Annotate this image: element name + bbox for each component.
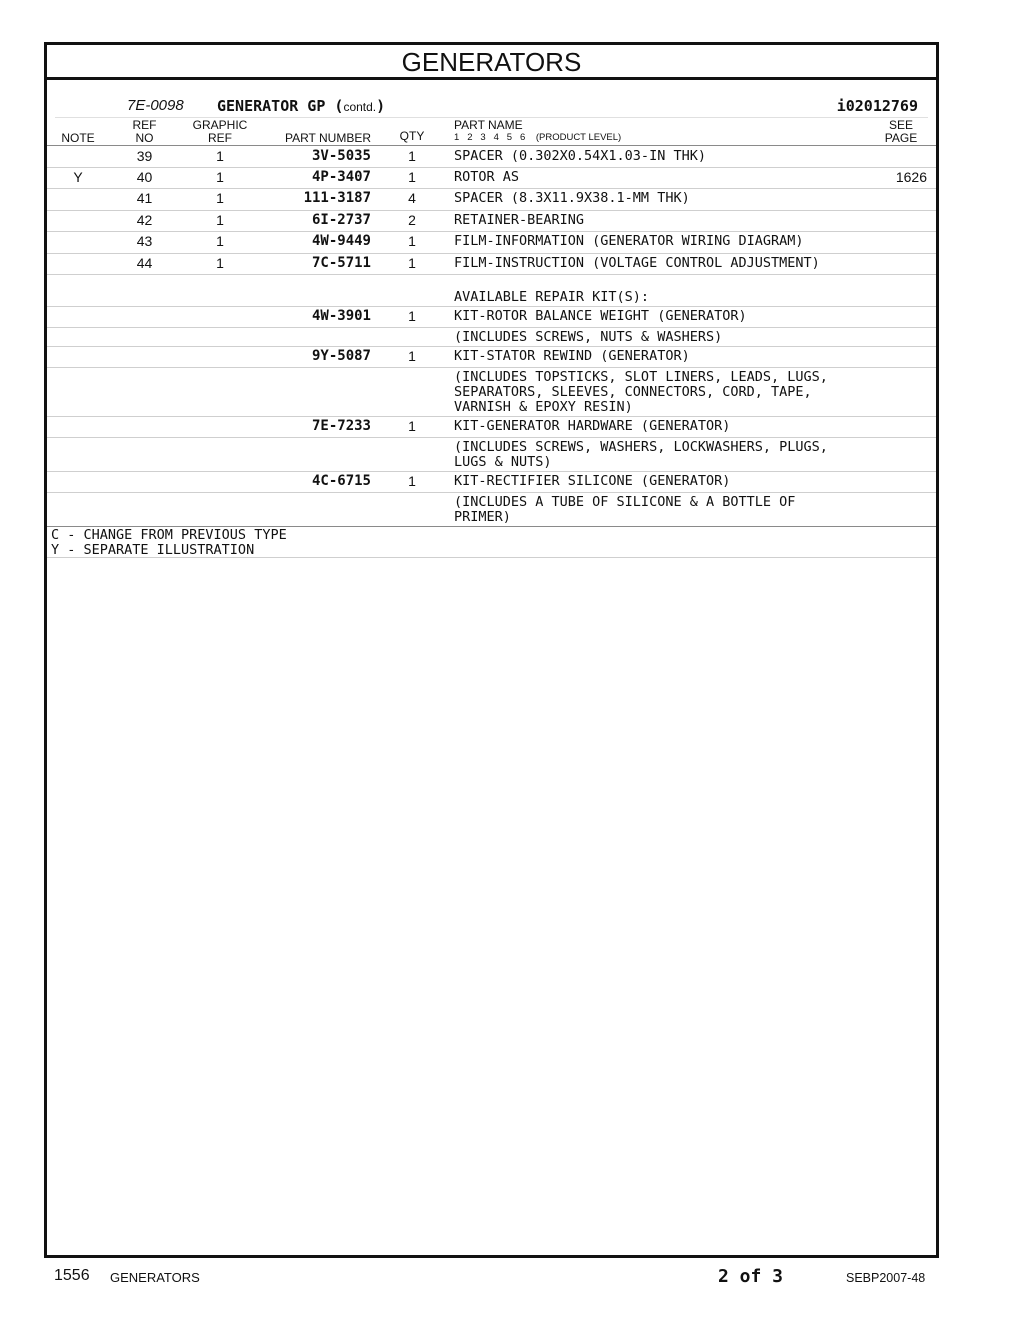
row-graphic-ref: 1	[216, 148, 224, 164]
row-graphic-ref: 1	[216, 255, 224, 271]
kit-includes: (INCLUDES TOPSTICKS, SLOT LINERS, LEADS, LUGS, SEPARATORS, SLEEVES, CONNECTORS, CORD, TAPE, VARNISH & EPOXY RESIN)	[454, 369, 828, 415]
row-part-name: SPACER (0.302X0.54X1.03-IN THK)	[454, 148, 706, 164]
footer-document-id: SEBP2007-48	[846, 1271, 926, 1285]
group-name-line	[217, 97, 385, 116]
col-header-part-name: PART NAME	[454, 118, 523, 132]
row-ref-no: 42	[136, 212, 153, 228]
row-part-name: FILM-INFORMATION (GENERATOR WIRING DIAGRAM)	[454, 233, 804, 249]
row-divider	[47, 416, 936, 417]
row-part-name: SPACER (8.3X11.9X38.1-MM THK)	[454, 190, 690, 206]
col-header-note: NOTE	[61, 131, 95, 145]
row-part-number: 111-3187	[303, 190, 371, 206]
row-divider	[47, 437, 936, 438]
row-part-number: 4P-3407	[311, 169, 371, 185]
col-header-ref-bottom: NO	[135, 131, 154, 145]
kit-part-number: 4C-6715	[311, 473, 371, 489]
row-ref-no: 40	[136, 169, 153, 185]
row-divider	[47, 367, 936, 368]
row-graphic-ref: 1	[216, 212, 224, 228]
repair-kits-heading: AVAILABLE REPAIR KIT(S):	[454, 289, 650, 305]
kit-part-number: 7E-7233	[311, 418, 371, 434]
footnote-illustration: Y - SEPARATE ILLUSTRATION	[51, 542, 255, 558]
row-part-number: 7C-5711	[311, 255, 371, 271]
kit-includes: (INCLUDES SCREWS, WASHERS, LOCKWASHERS, PLUGS, LUGS & NUTS)	[454, 439, 828, 470]
col-header-see-top: SEE	[888, 118, 913, 132]
kit-qty: 1	[408, 473, 416, 489]
kit-qty: 1	[408, 308, 416, 324]
row-qty: 2	[408, 212, 416, 228]
col-header-graphic-bottom: REF	[208, 131, 232, 145]
col-header-qty: QTY	[399, 129, 425, 143]
group-number: 7E-0098	[127, 97, 184, 114]
page-title: GENERATORS	[47, 45, 936, 80]
kit-name: KIT-STATOR REWIND (GENERATOR)	[454, 348, 690, 364]
row-divider	[47, 471, 936, 472]
row-see-page: 1626	[895, 169, 927, 185]
row-divider	[47, 492, 936, 493]
row-divider	[47, 306, 936, 307]
row-part-number: 3V-5035	[311, 148, 371, 164]
kit-qty: 1	[408, 348, 416, 364]
col-header-ref-top: REF	[132, 118, 157, 132]
row-divider	[47, 327, 936, 328]
row-divider	[47, 167, 936, 168]
kit-name: KIT-ROTOR BALANCE WEIGHT (GENERATOR)	[454, 308, 747, 324]
row-divider	[47, 253, 936, 254]
row-ref-no: 44	[136, 255, 153, 271]
row-graphic-ref: 1	[216, 190, 224, 206]
kit-includes: (INCLUDES SCREWS, NUTS & WASHERS)	[454, 329, 723, 345]
row-divider	[47, 210, 936, 211]
row-ref-no: 39	[136, 148, 153, 164]
row-part-name: FILM-INSTRUCTION (VOLTAGE CONTROL ADJUSTMENT)	[454, 255, 820, 271]
row-divider	[47, 274, 936, 275]
row-ref-no: 41	[136, 190, 153, 206]
row-note: Y	[73, 169, 83, 185]
row-part-name: RETAINER-BEARING	[454, 212, 585, 228]
header-bottom-rule	[47, 145, 936, 146]
group-name-close: )	[376, 97, 386, 115]
group-name: GENERATOR GP (	[217, 97, 344, 115]
kit-qty: 1	[408, 418, 416, 434]
row-part-number: 4W-9449	[311, 233, 371, 249]
row-qty: 1	[408, 255, 416, 271]
row-graphic-ref: 1	[216, 169, 224, 185]
footnote-rule	[47, 557, 936, 558]
col-header-see-bottom: PAGE	[884, 131, 918, 145]
kit-includes: (INCLUDES A TUBE OF SILICONE & A BOTTLE OF PRIMER)	[454, 494, 796, 525]
footer-section-name: GENERATORS	[110, 1270, 200, 1285]
row-part-name: ROTOR AS	[454, 169, 520, 185]
illustration-id: i02012769	[836, 97, 918, 115]
footnote-change: C - CHANGE FROM PREVIOUS TYPE	[51, 527, 287, 543]
row-qty: 1	[408, 169, 416, 185]
kit-part-number: 4W-3901	[311, 308, 371, 324]
row-part-number: 6I-2737	[311, 212, 371, 228]
row-divider	[47, 231, 936, 232]
footer-page-count: 2 of 3	[718, 1266, 784, 1287]
row-divider	[47, 188, 936, 189]
kit-name: KIT-GENERATOR HARDWARE (GENERATOR)	[454, 418, 731, 434]
row-qty: 1	[408, 148, 416, 164]
col-header-graphic-top: GRAPHIC	[192, 118, 248, 132]
kit-part-number: 9Y-5087	[311, 348, 371, 364]
group-contd: contd.	[343, 100, 377, 114]
row-graphic-ref: 1	[216, 233, 224, 249]
page-frame	[44, 42, 939, 1258]
col-header-product-levels: 1 2 3 4 5 6 (PRODUCT LEVEL)	[454, 132, 622, 143]
row-divider	[47, 346, 936, 347]
col-header-part-number: PART NUMBER	[284, 131, 371, 145]
row-ref-no: 43	[136, 233, 153, 249]
row-qty: 1	[408, 233, 416, 249]
footer-page-number: 1556	[54, 1267, 90, 1284]
kit-name: KIT-RECTIFIER SILICONE (GENERATOR)	[454, 473, 731, 489]
row-qty: 4	[408, 190, 416, 206]
